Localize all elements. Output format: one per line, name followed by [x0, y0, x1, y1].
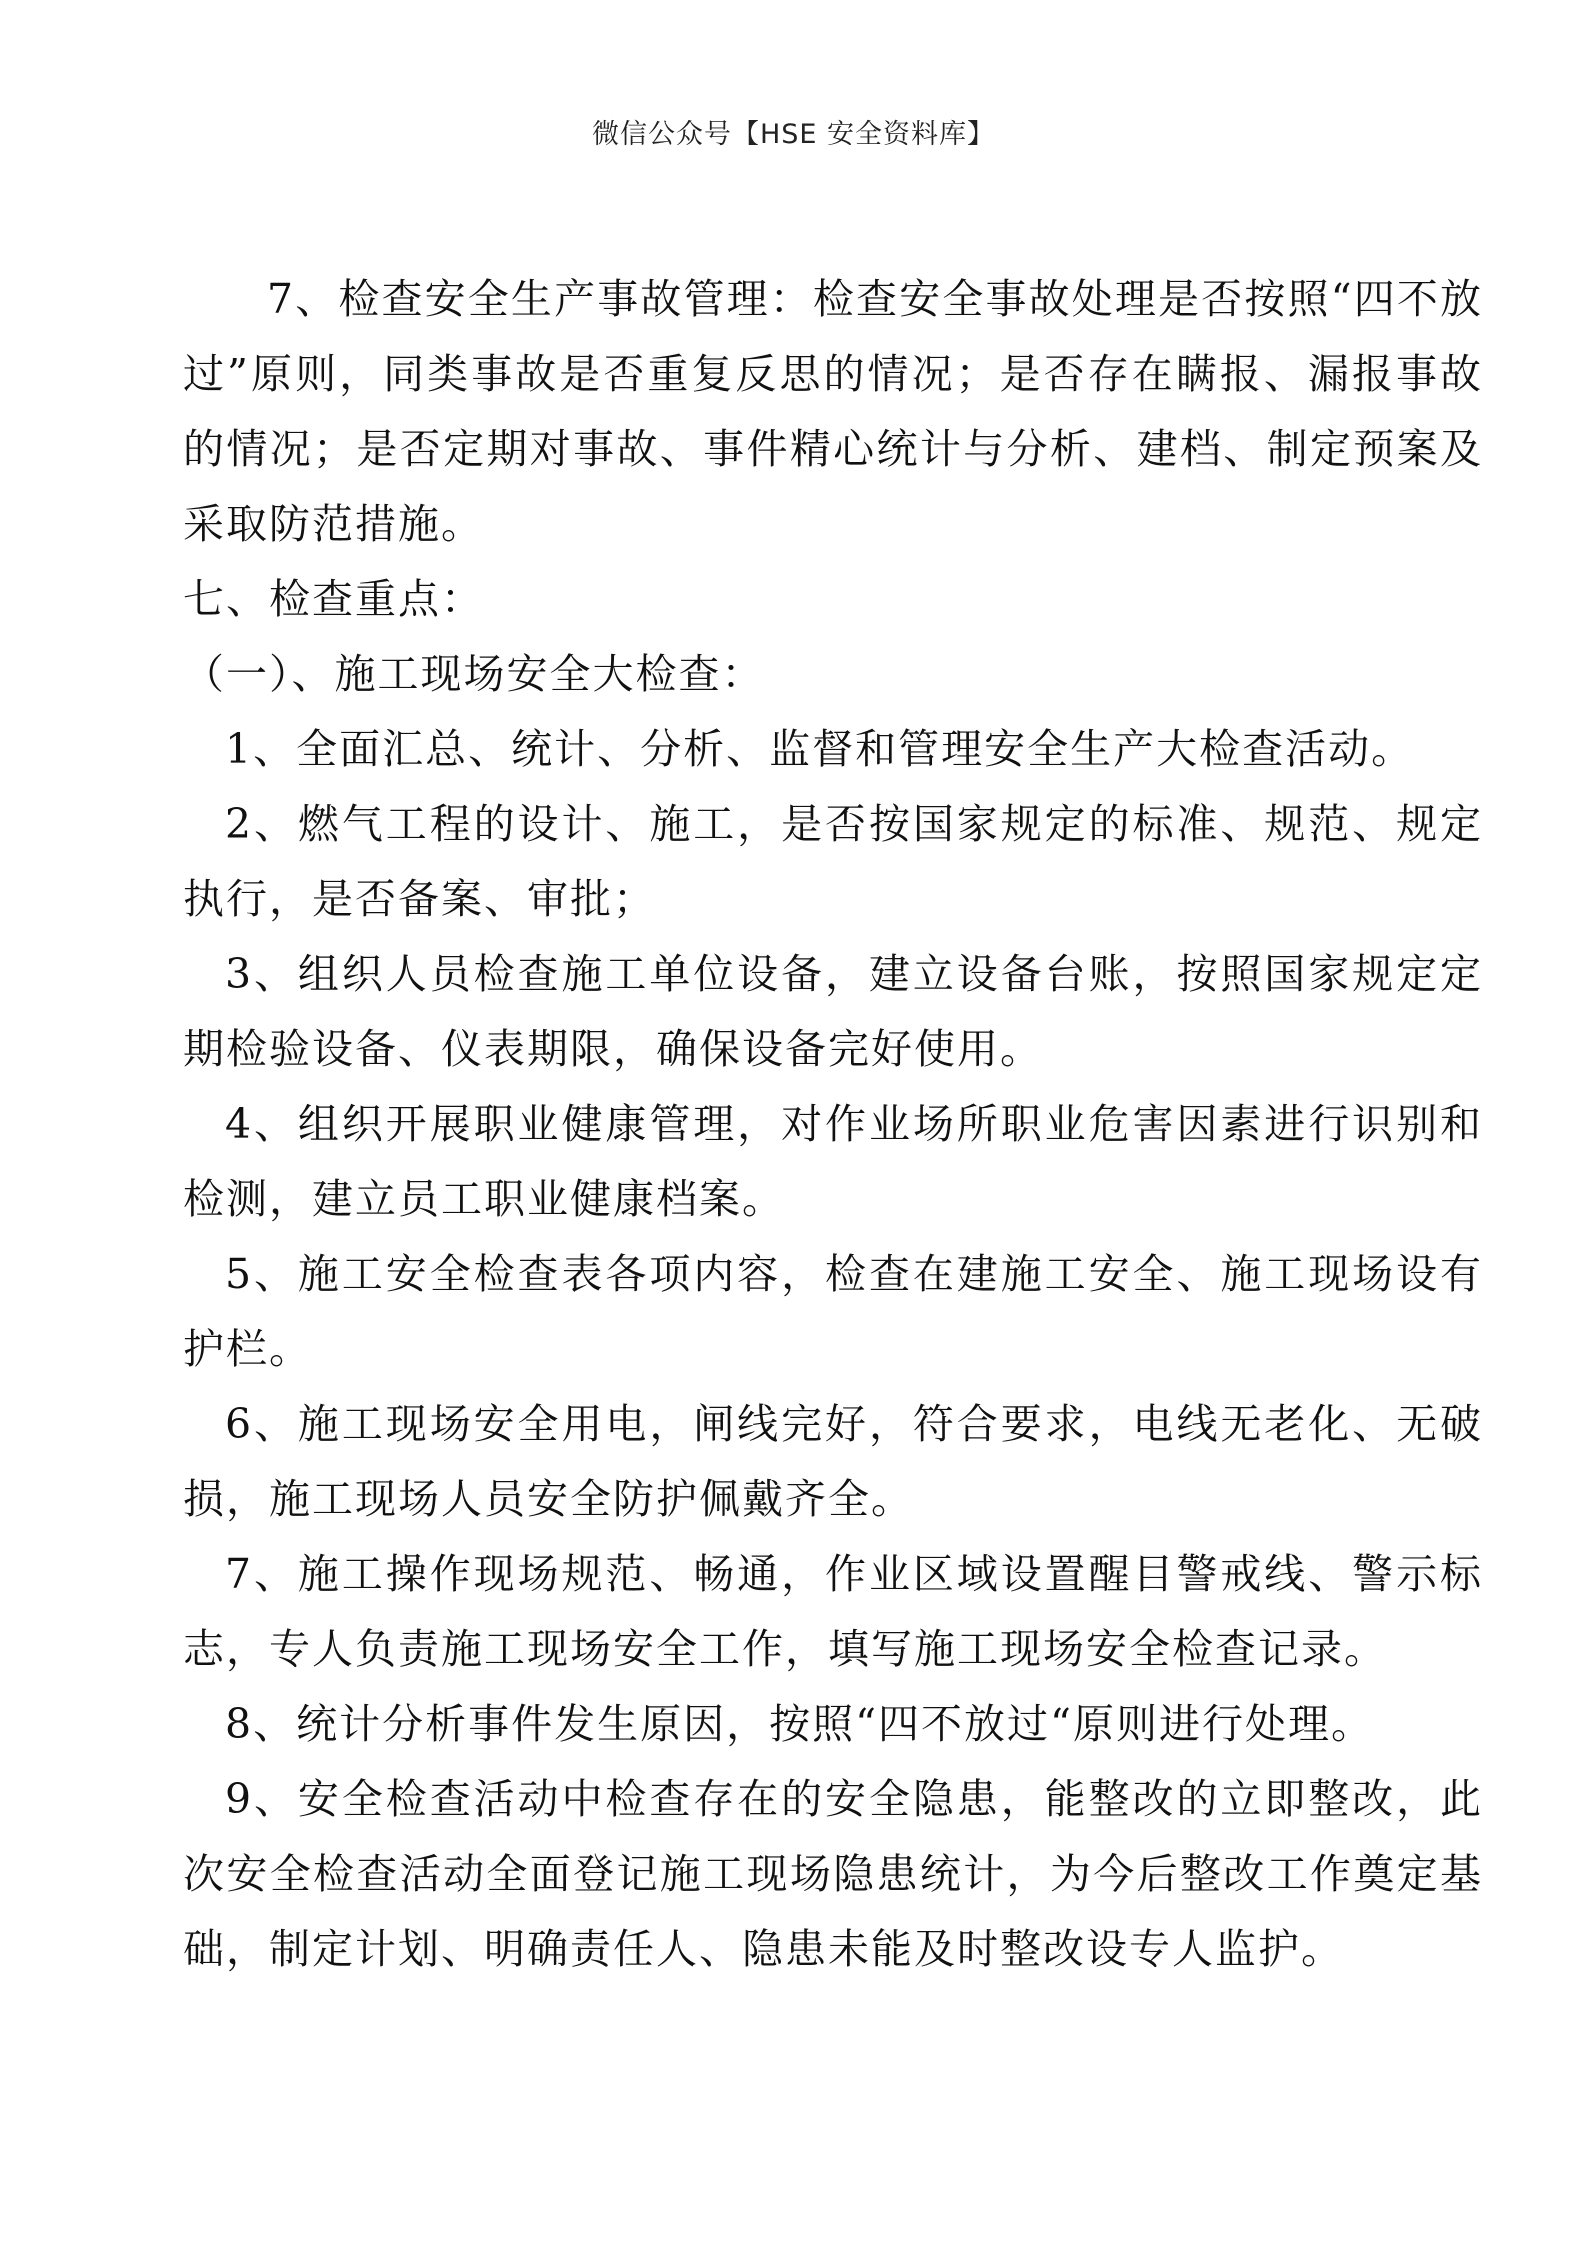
list-item-6: 6、施工现场安全用电，闸线完好，符合要求，电线无老化、无破损，施工现场人员安全防护佩戴齐全。 [183, 1400, 1483, 1523]
document-body [183, 262, 1483, 1987]
page-header: 微信公众号【HSE 安全资料库】 [591, 119, 996, 150]
paragraph-accident-management: 7、检查安全生产事故管理：检查安全事故处理是否按照“四不放过”原则，同类事故是否重复反思的情况；是否存在瞒报、漏报事故的情况；是否定期对事故、事件精心统计与分析、建档、制定预案及采取防范措施。 [183, 275, 1483, 548]
list-item-7: 7、施工操作现场规范、畅通，作业区域设置醒目警戒线、警示标志，专人负责施工现场安全工作，填写施工现场安全检查记录。 [183, 1550, 1483, 1673]
list-item-4: 4、组织开展职业健康管理，对作业场所职业危害因素进行识别和检测，建立员工职业健康档案。 [183, 1100, 1483, 1223]
list-item-2: 2、燃气工程的设计、施工，是否按国家规定的标准、规范、规定执行，是否备案、审批； [183, 800, 1483, 923]
list-item-9: 9、安全检查活动中检查存在的安全隐患，能整改的立即整改，此次安全检查活动全面登记施工现场隐患统计，为今后整改工作奠定基础，制定计划、明确责任人、隐患未能及时整改设专人监护。 [183, 1775, 1483, 1973]
section-heading-inspection-focus: 七、检查重点： [183, 575, 484, 623]
list-item-5: 5、施工安全检查表各项内容，检查在建施工安全、施工现场设有护栏。 [183, 1250, 1483, 1373]
list-item-1: 1、全面汇总、统计、分析、监督和管理安全生产大检查活动。 [225, 725, 1415, 773]
list-item-3: 3、组织人员检查施工单位设备，建立设备台账，按照国家规定定期检验设备、仪表期限，确保设备完好使用。 [183, 950, 1483, 1073]
subsection-heading-site-inspection: （一）、施工现场安全大检查： [183, 650, 765, 698]
list-item-8: 8、统计分析事件发生原因，按照“四不放过“原则进行处理。 [225, 1700, 1375, 1748]
